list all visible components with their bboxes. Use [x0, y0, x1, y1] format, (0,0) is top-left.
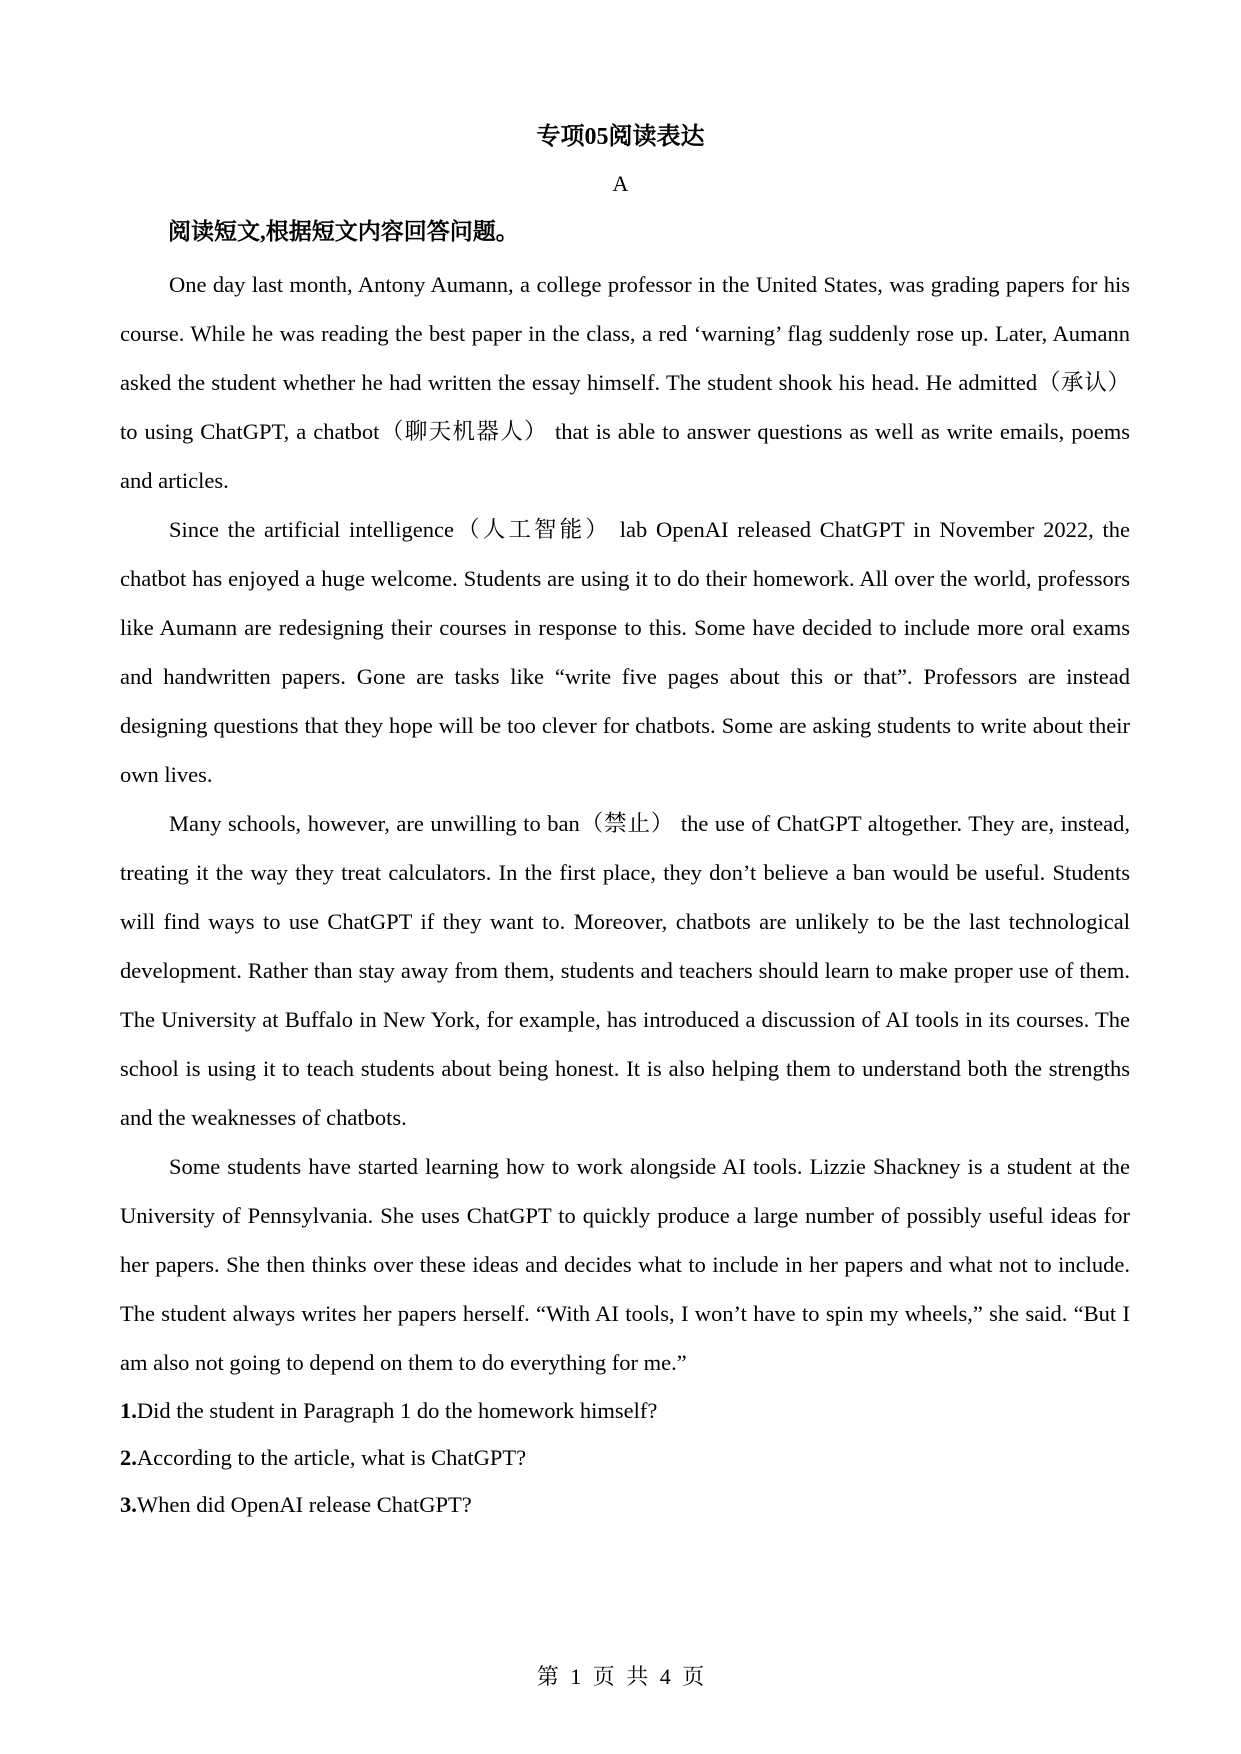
question-item [120, 1434, 1130, 1481]
question-item [120, 1387, 1130, 1434]
paragraph-3: Many schools, however, are unwilling to ban（禁止） the use of ChatGPT altogether. They are, instead, treating it the way they treat calculators. In the first place, they don’t believe a ban would be useful. Students will find ways to use ChatGPT if they want to. Moreover, chatbots are unlikely to be the last technological development. Rather than stay away from them, students and teachers should learn to make proper use of them. The University at Buffalo in New York, for example, has introduced a discussion of AI tools in its courses. The school is using it to teach students about being honest. It is also helping them to understand both the strengths and the weaknesses of chatbots. [120, 811, 1130, 1130]
page-title: 专项05阅读表达 [536, 124, 705, 150]
paragraph-2: Since the artificial intelligence（人工智能） lab OpenAI released ChatGPT in November 2022, the chatbot has enjoyed a huge welcome. Students are using it to do their homework. All over the world, professors like Aumann are redesigning their courses in response to this. Some have decided to include more oral exams and handwritten papers. Gone are tasks like “write five pages about this or that”. Professors are instead designing questions that they hope will be too clever for chatbots. Some are asking students to write about their own lives. [120, 517, 1130, 787]
question-item [120, 1481, 1130, 1528]
question-number: 3. [120, 1492, 137, 1517]
question-list [120, 1387, 1130, 1528]
paragraph-1: One day last month, Antony Aumann, a college professor in the United States, was grading papers for his course. While he was reading the best paper in the class, a red ‘warning’ flag suddenly rose up. Later, Aumann asked the student whether he had written the essay himself. The student shook his head. He admitted（承认） to using ChatGPT, a chatbot（聊天机器人） that is able to answer questions as well as write emails, poems and articles. [120, 272, 1130, 493]
question-text: According to the article, what is ChatGPT? [136, 1445, 527, 1470]
question-text: When did OpenAI release ChatGPT? [136, 1492, 472, 1517]
question-number: 2. [120, 1445, 137, 1470]
question-number: 1. [120, 1398, 137, 1423]
instruction-text: 阅读短文,根据短文内容回答问题。 [168, 219, 519, 244]
passage-body [120, 260, 1130, 1528]
page-footer: 第 1 页 共 4 页 [536, 1664, 705, 1689]
question-text: Did the student in Paragraph 1 do the homework himself? [136, 1398, 658, 1423]
section-label: A [612, 171, 629, 196]
paragraph-4: Some students have started learning how to work alongside AI tools. Lizzie Shackney is a student at the University of Pennsylvania. She uses ChatGPT to quickly produce a large number of possibly useful ideas for her papers. She then thinks over these ideas and decides what to include in her papers and what not to include. The student always writes her papers herself. “With AI tools, I won’t have to spin my wheels,” she said. “But I am also not going to depend on them to do everything for me.” [120, 1154, 1130, 1375]
